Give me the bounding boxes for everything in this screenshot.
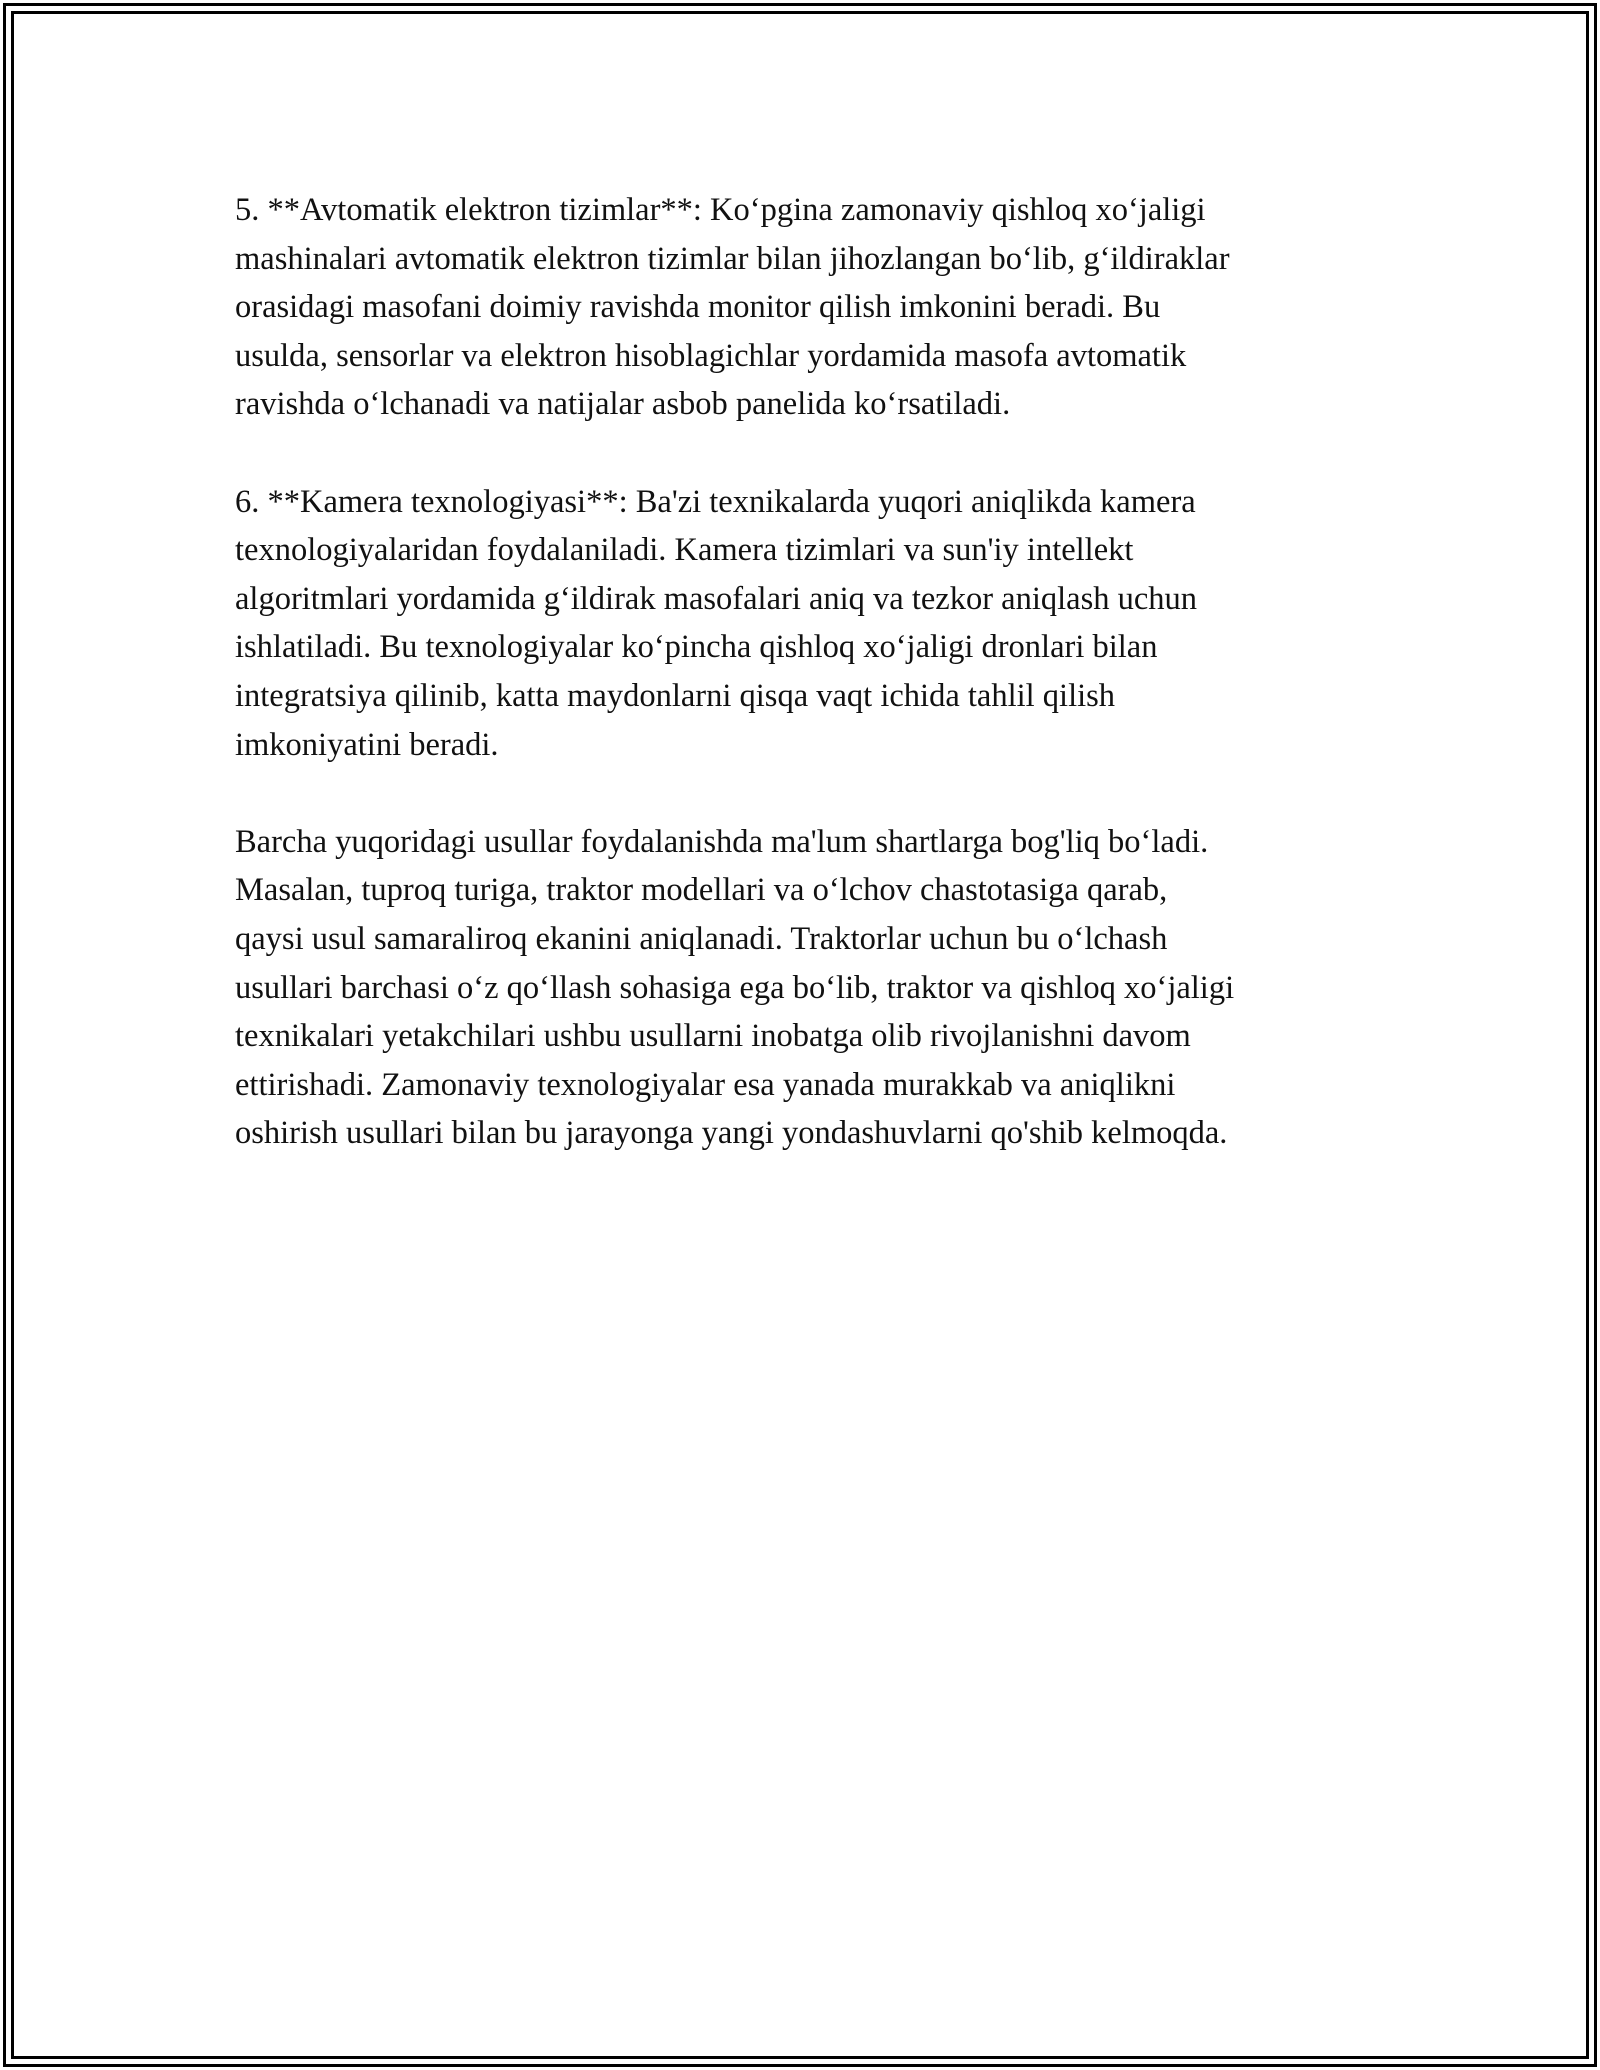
text-line: ishlatiladi. Bu texnologiyalar ko‘pincha qishloq xo‘jaligi dronlari bilan xyxy=(235,629,1158,666)
document-body xyxy=(235,186,1395,1206)
paragraph-automatic-electronic-systems xyxy=(235,186,1395,429)
text-line: imkoniyatini beradi. xyxy=(235,726,499,763)
text-line: ravishda o‘lchanadi va natijalar asbob panelida ko‘rsatiladi. xyxy=(235,386,1011,423)
text-line: texnikalari yetakchilari ushbu usullarni inobatga olib rivojlanishni davom xyxy=(235,1018,1191,1055)
text-line: algoritmlari yordamida g‘ildirak masofalari aniq va tezkor aniqlash uchun xyxy=(235,580,1198,617)
text-line: texnologiyalaridan foydalaniladi. Kamera tizimlari va sun'iy intellekt xyxy=(235,532,1134,569)
text-line: Masalan, tuproq turiga, traktor modellari va o‘lchov chastotasiga qarab, xyxy=(235,872,1168,909)
text-line: mashinalari avtomatik elektron tizimlar bilan jihozlangan bo‘lib, g‘ildiraklar xyxy=(235,240,1230,277)
paragraph-conclusion xyxy=(235,818,1395,1158)
text-line: integratsiya qilinib, katta maydonlarni qisqa vaqt ichida tahlil qilish xyxy=(235,677,1116,714)
text-line: usulda, sensorlar va elektron hisoblagichlar yordamida masofa avtomatik xyxy=(235,337,1187,374)
text-line: qaysi usul samaraliroq ekanini aniqlanadi. Traktorlar uchun bu o‘lchash xyxy=(235,920,1168,957)
text-line: usullari barchasi o‘z qo‘llash sohasiga ega bo‘lib, traktor va qishloq xo‘jaligi xyxy=(235,969,1235,1006)
text-line: oshirish usullari bilan bu jarayonga yangi yondashuvlarni qo'shib kelmoqda. xyxy=(235,1115,1228,1152)
text-line: 6. **Kamera texnologiyasi**: Ba'zi texnikalarda yuqori aniqlikda kamera xyxy=(235,483,1196,520)
text-line: 5. **Avtomatik elektron tizimlar**: Ko‘pgina zamonaviy qishloq xo‘jaligi xyxy=(235,192,1206,228)
text-line: orasidagi masofani doimiy ravishda monitor qilish imkonini beradi. Bu xyxy=(235,289,1161,326)
text-line: ettirishadi. Zamonaviy texnologiyalar esa yanada murakkab va aniqlikni xyxy=(235,1066,1176,1103)
paragraph-camera-technology xyxy=(235,478,1395,770)
text-line: Barcha yuqoridagi usullar foydalanishda ma'lum shartlarga bog'liq bo‘ladi. xyxy=(235,823,1209,860)
